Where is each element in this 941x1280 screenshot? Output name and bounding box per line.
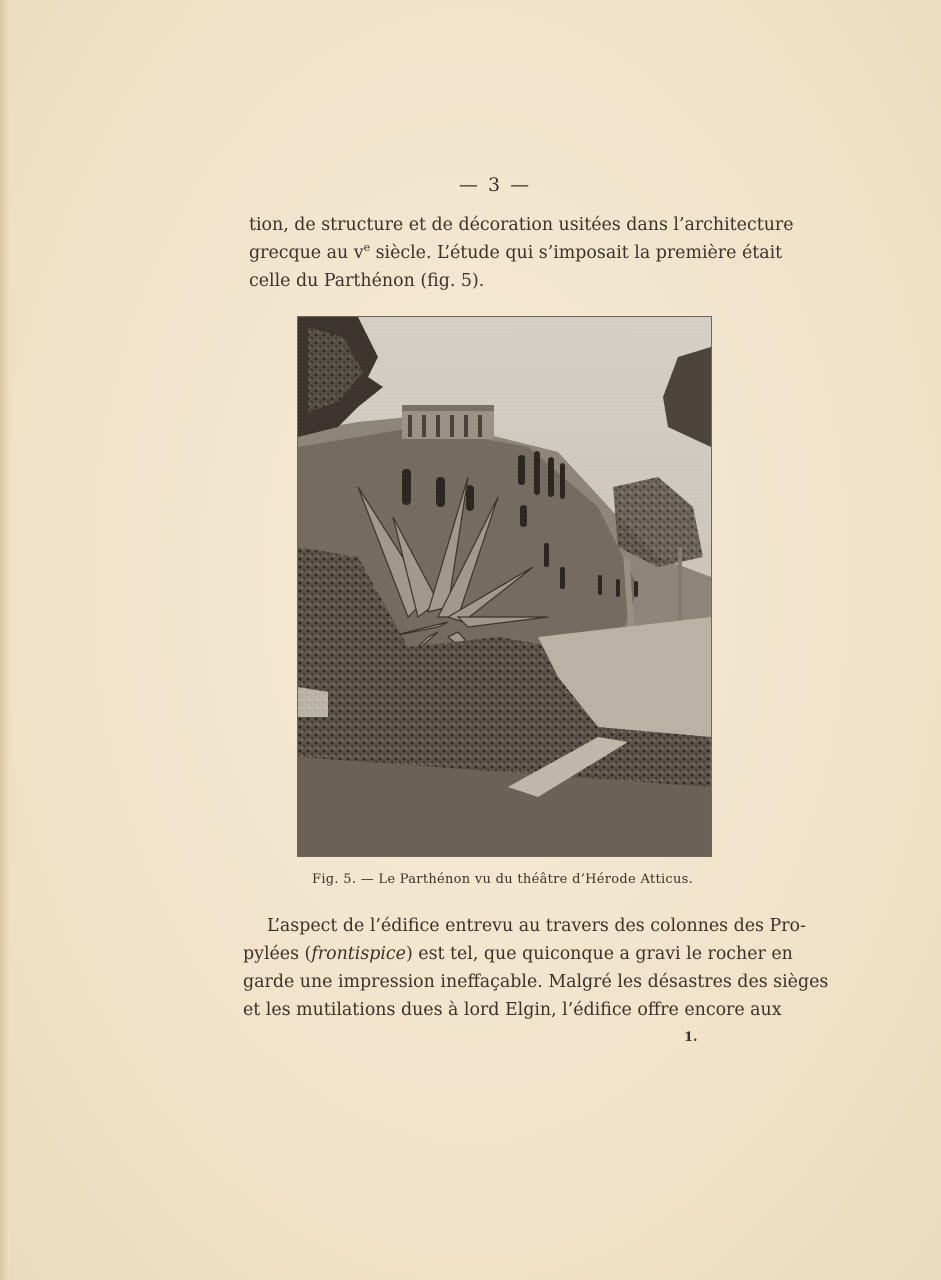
figure-caption: Fig. 5. — Le Parthénon vu du théâtre d’Hérode Atticus. (312, 872, 694, 887)
paragraph-2-line-2-end: ) est tel, que quiconque a gravi le rocher en (405, 944, 793, 964)
paragraph-2 (243, 912, 829, 1024)
paragraph-2-line-2-start: pylées ( (243, 944, 312, 964)
signature-mark: 1. (684, 1030, 698, 1045)
figure-photograph (297, 316, 712, 857)
paragraph-2-line-2 (243, 940, 793, 968)
paragraph-2-line-1: L’aspect de l’édifice entrevu au travers des colonnes des Pro- (267, 916, 806, 936)
paragraph-2-line-4: et les mutilations dues à lord Elgin, l’édifice offre encore aux (243, 1000, 782, 1020)
paragraph-1-line-2-end: siècle. L’étude qui s’imposait la première était (370, 243, 783, 263)
paragraph-1 (249, 211, 794, 295)
paragraph-2-line-3: garde une impression ineffaçable. Malgré les désastres des sièges (243, 972, 829, 992)
paragraph-1-line-3: celle du Parthénon (fig. 5). (249, 271, 485, 291)
parthenon-photo-illustration (298, 317, 711, 856)
paragraph-1-line-1: tion, de structure et de décoration usitées dans l’architecture (249, 215, 794, 235)
frontispice-italic: frontispice (311, 944, 406, 964)
page-number: — 3 — (458, 174, 532, 196)
superscript-e: e (363, 241, 371, 255)
paragraph-1-line-2-start: grecque au v (249, 243, 364, 263)
paragraph-1-line-2 (249, 239, 783, 267)
